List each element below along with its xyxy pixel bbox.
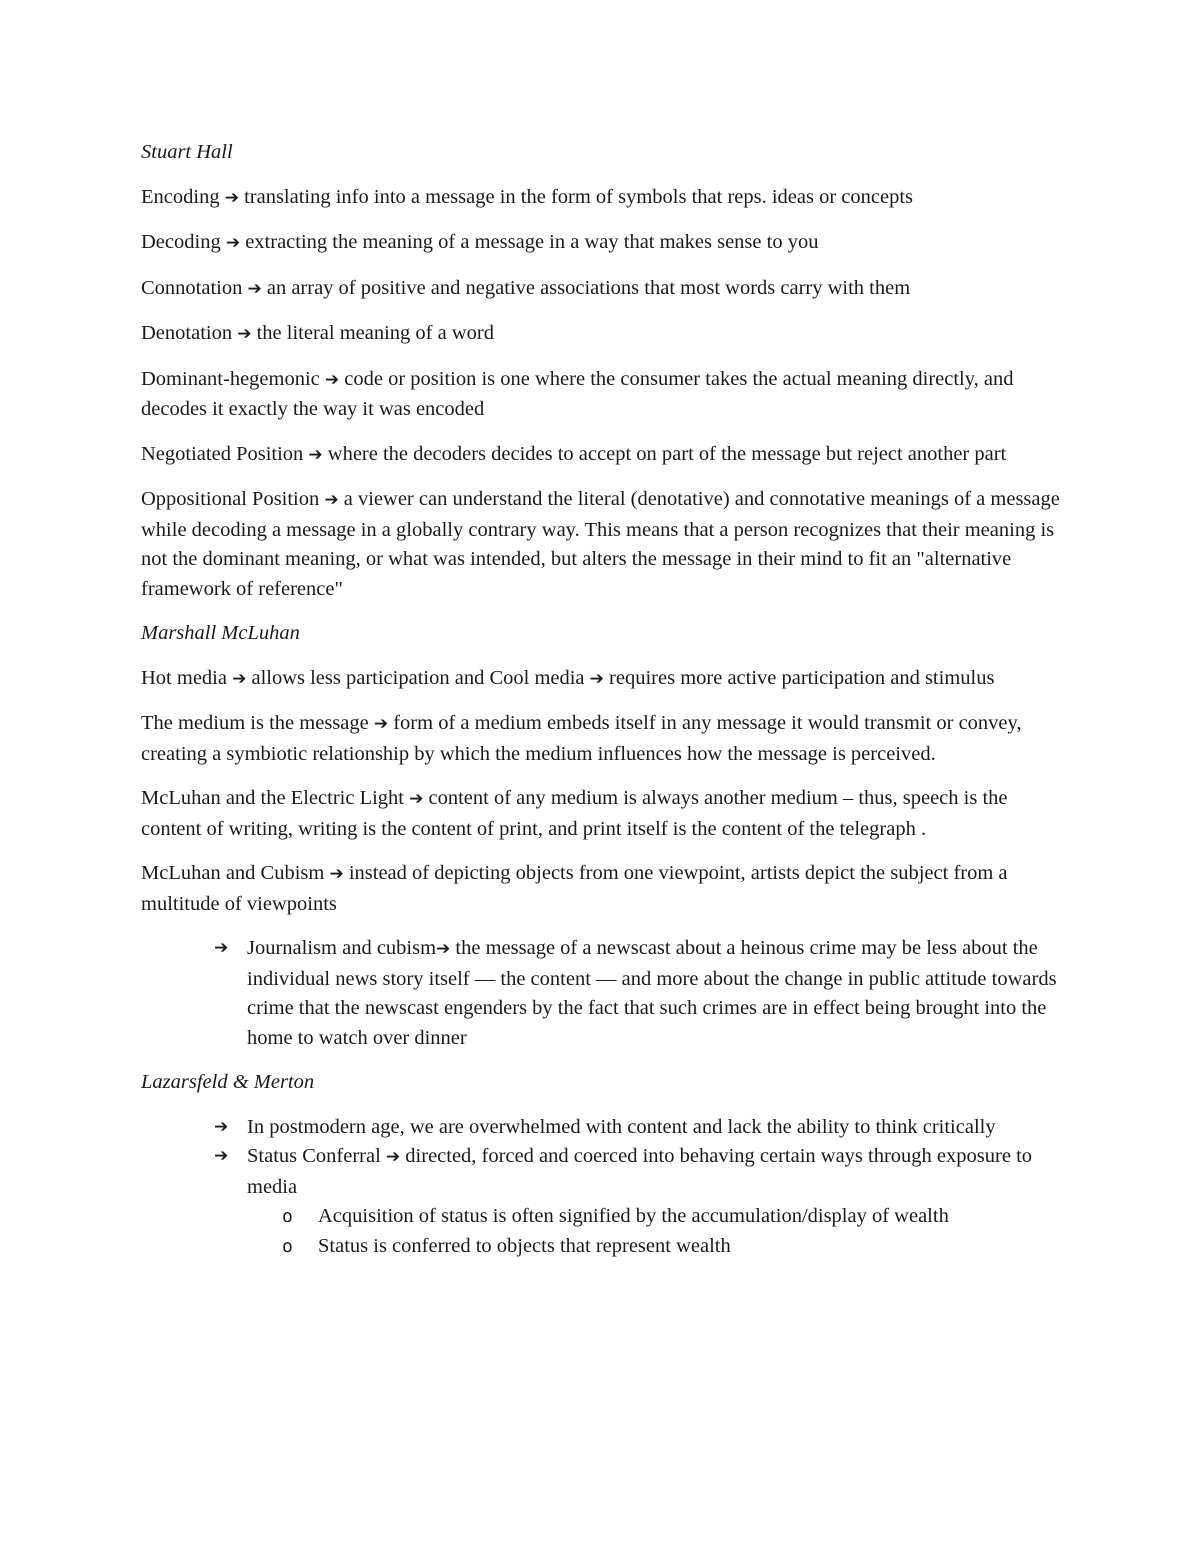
bullet-list — [141, 1113, 1066, 1262]
sub-bullet-text: Status is conferred to objects that represent wealth — [318, 1234, 731, 1257]
arrow-icon: ➔ — [324, 490, 339, 510]
arrow-icon: ➔ — [409, 789, 424, 809]
arrow-icon: ➔ — [373, 714, 389, 734]
term: Connotation — [141, 276, 243, 299]
term: Negotiated Position — [141, 442, 304, 465]
sub-bullet-text: Acquisition of status is often signified by the accumulation/display of wealth — [318, 1205, 949, 1227]
term: Status Conferral — [247, 1145, 381, 1167]
definition-connotation — [141, 274, 1066, 305]
definition-text: extracting the meaning of a message in a way that makes sense to you — [245, 231, 819, 253]
term: The medium is the message — [141, 712, 369, 734]
definition-text: form of a medium embeds itself in any message it would transmit or convey, creating a symbiotic relationship by which the medium influences how the message is perceived. — [141, 712, 1022, 765]
sub-bullet-list — [247, 1202, 1066, 1261]
definition-hot-cool-media — [141, 664, 1066, 695]
term: Decoding — [141, 231, 221, 253]
bullet-list — [141, 934, 1066, 1053]
term: Journalism and cubism — [247, 937, 437, 959]
arrow-icon: ➔ — [385, 1147, 401, 1167]
definition-medium-is-message — [141, 709, 1066, 769]
definition-text: code or position is one where the consumer takes the actual meaning directly, and decodes it exactly the way it was encoded — [141, 367, 1014, 420]
arrow-icon: ➔ — [225, 233, 241, 253]
definition-text: content of any medium is always another medium – thus, speech is the content of writing, writing is the content of print, and print itself is the content of the telegraph . — [141, 787, 1008, 840]
heading-stuart-hall: Stuart Hall — [141, 141, 233, 163]
heading-lazarsfeld-merton: Lazarsfeld & Merton — [141, 1071, 315, 1093]
definition-text: the message of a newscast about a heinous crime may be less about the individual news story itself — the content — and more about the change in public attitude towards crime that the newscast engenders by the fact that such crimes are in effect being brought into the home to watch over dinner — [247, 937, 1057, 1049]
arrow-icon: ➔ — [247, 278, 262, 299]
arrow-bullet-icon: ➔ — [214, 1146, 229, 1166]
term: McLuhan and the Electric Light — [141, 787, 404, 809]
bullet-text: In postmodern age, we are overwhelmed with content and lack the ability to think critically — [247, 1115, 996, 1138]
definition-encoding — [141, 183, 1066, 214]
term: Encoding — [141, 185, 220, 208]
definition-dominant-hegemonic — [141, 365, 1066, 425]
arrow-icon: ➔ — [237, 324, 252, 344]
arrow-icon: ➔ — [324, 369, 340, 390]
term: Oppositional Position — [141, 488, 320, 510]
term: Denotation — [141, 322, 233, 344]
list-item — [214, 1142, 1066, 1261]
term: Cool media — [489, 666, 585, 689]
arrow-bullet-icon: ➔ — [214, 938, 229, 958]
definition-text: where the decoders decides to accept on part of the message but reject another part — [327, 442, 1007, 465]
arrow-icon: ➔ — [232, 668, 247, 689]
arrow-icon: ➔ — [224, 187, 239, 208]
term: Hot media — [141, 666, 227, 689]
definition-text: requires more active participation and stimulus — [609, 666, 995, 689]
list-item — [214, 934, 1066, 1053]
definition-cubism — [141, 859, 1066, 919]
arrow-icon: ➔ — [436, 939, 451, 959]
term: Dominant-hegemonic — [141, 367, 320, 390]
circle-bullet-icon: o — [282, 1206, 293, 1227]
arrow-icon: ➔ — [329, 864, 344, 884]
list-item — [214, 1113, 1066, 1143]
arrow-bullet-icon: ➔ — [214, 1116, 229, 1137]
circle-bullet-icon: o — [282, 1235, 293, 1257]
definition-text: translating info into a message in the form of symbols that reps. ideas or concepts — [244, 185, 914, 208]
definition-oppositional-position — [141, 485, 1066, 604]
definition-decoding — [141, 228, 1066, 259]
definition-text: an array of positive and negative associations that most words carry with them — [266, 276, 911, 299]
definition-electric-light — [141, 784, 1066, 844]
definition-negotiated-position — [141, 440, 1066, 471]
definition-text: the literal meaning of a word — [256, 322, 494, 344]
definition-text: a viewer can understand the literal (denotative) and connotative meanings of a message while decoding a message in a globally contrary way. This means that a person recognizes that their meaning is not the dominant meaning, or what was intended, but alters the message in their mind to fit an "alternative framework of reference" — [141, 488, 1060, 600]
arrow-icon: ➔ — [589, 668, 604, 689]
definition-text: directed, forced and coerced into behaving certain ways through exposure to media — [247, 1145, 1033, 1198]
definition-denotation — [141, 319, 1066, 350]
document-page — [141, 138, 1066, 1276]
sub-list-item — [282, 1232, 1066, 1262]
term: McLuhan and Cubism — [141, 862, 325, 884]
heading-marshall-mcluhan: Marshall McLuhan — [141, 622, 300, 644]
sub-list-item — [282, 1202, 1066, 1232]
definition-text: instead of depicting objects from one viewpoint, artists depict the subject from a multitude of viewpoints — [141, 862, 1008, 915]
arrow-icon: ➔ — [308, 444, 323, 465]
definition-text: allows less participation and — [251, 666, 485, 689]
